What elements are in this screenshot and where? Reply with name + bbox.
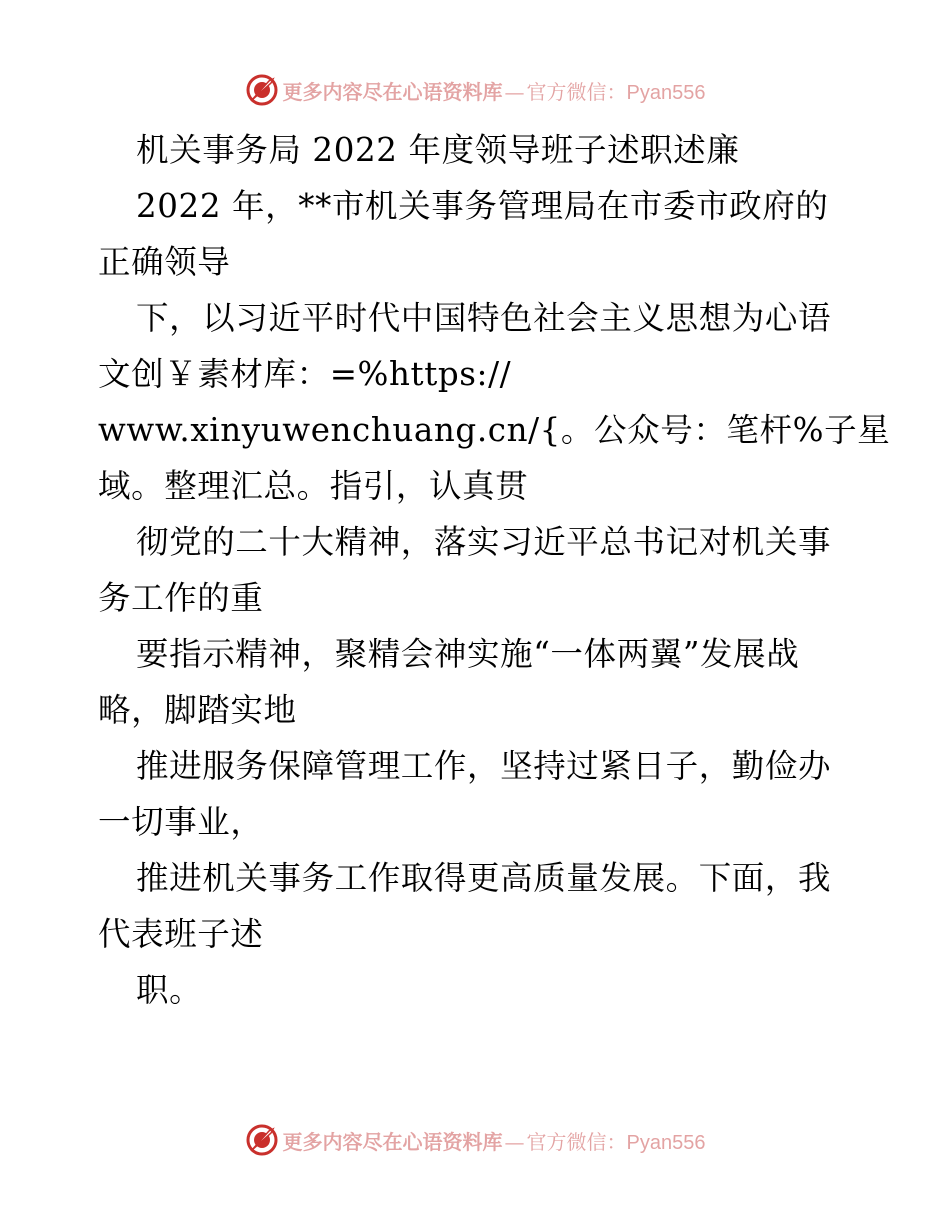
paragraph-line: 域。整理汇总。指引，认真贯 <box>98 467 529 505</box>
paragraph-line: 务工作的重 <box>98 579 264 617</box>
banner-text <box>283 76 706 105</box>
banner-separator: — <box>504 79 525 104</box>
paragraph-line: 代表班子述 <box>98 915 264 953</box>
paragraph-line: 推进机关事务工作取得更高质量发展。下面，我 <box>136 859 832 897</box>
header-banner <box>0 70 950 110</box>
banner-main-text: 更多内容尽在心语资料库 <box>282 79 503 104</box>
paragraph-line: 彻党的二十大精神，落实习近平总书记对机关事 <box>136 523 832 561</box>
paragraph-line: 下，以习近平时代中国特色社会主义思想为心语 <box>136 299 832 337</box>
paragraph-line: 要指示精神，聚精会神实施“一体两翼”发展战 <box>136 635 800 673</box>
paragraph-line: 2022 年，**市机关事务管理局在市委市政府的 <box>136 187 829 225</box>
paragraph-line: 一切事业， <box>98 803 264 841</box>
banner-main-text: 更多内容尽在心语资料库 <box>282 1129 503 1154</box>
paragraph-line: 推进服务保障管理工作，坚持过紧日子，勤俭办 <box>136 747 832 785</box>
paragraph-line: www.xinyuwenchuang.cn/{。公众号：笔杆%子星 <box>98 411 891 449</box>
banner-separator: — <box>504 1129 525 1154</box>
quill-seal-logo-icon <box>245 1123 279 1157</box>
banner-wechat-text: 官方微信：Pyan556 <box>526 81 706 104</box>
paragraph-line: 略，脚踏实地 <box>98 691 297 729</box>
paragraph-line: 正确领导 <box>98 243 231 281</box>
banner-text <box>283 1126 706 1155</box>
quill-seal-logo-icon <box>245 73 279 107</box>
document-body <box>98 122 891 1018</box>
paragraph-line: 文创￥素材库：=%https:// <box>98 355 512 393</box>
banner-wechat-text: 官方微信：Pyan556 <box>526 1131 706 1154</box>
footer-banner <box>0 1120 950 1160</box>
paragraph-line: 职。 <box>136 971 203 1009</box>
document-title: 机关事务局 2022 年度领导班子述职述廉 <box>136 131 740 169</box>
